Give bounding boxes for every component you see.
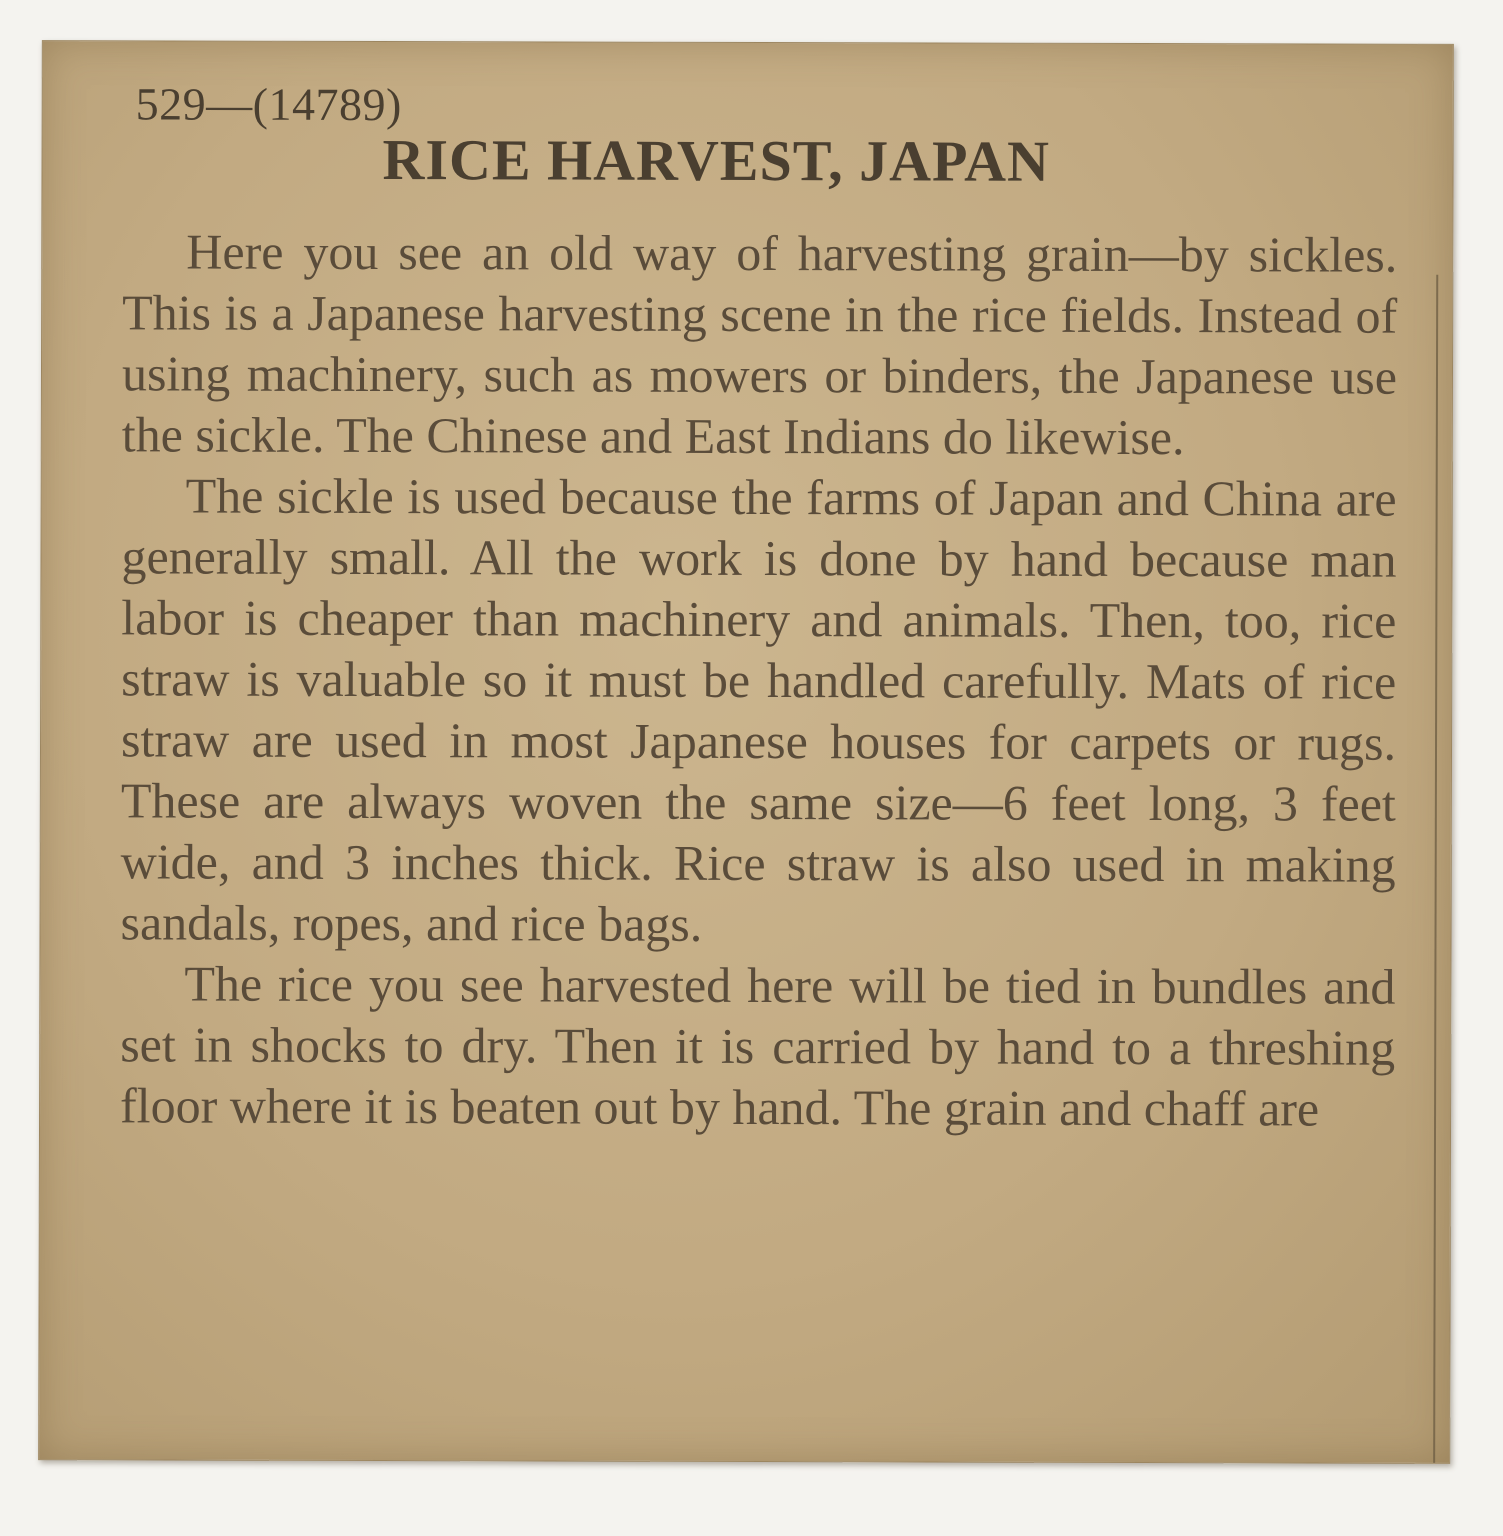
card-body-text — [120, 221, 1397, 1139]
paragraph-3: The rice you see harvested here will be tied in bundles and set in shocks to dry. Then it is carried by hand to a threshing floor where it is beaten out by hand. The grain and chaff are — [119, 955, 1396, 1137]
stereoview-description-card — [38, 40, 1454, 1464]
card-title: RICE HARVEST, JAPAN — [382, 127, 1051, 194]
paragraph-1: Here you see an old way of harvesting grain—by sickles. This is a Japanese harvesting scene in the rice fields. Instead of using machinery, such as mowers or binders, the Japanese use the sickle. The Chinese and East Indians do likewise. — [121, 223, 1398, 466]
catalog-number: 529—(14789) — [135, 78, 402, 131]
paragraph-2: The sickle is used because the farms of Japan and China are generally small. All the work is done by hand because man labor is cheaper than machinery and animals. Then, too, rice straw is valuable so it must be handled carefully. Mats of rice straw are used in most Japanese houses for carpets or rugs. These are always woven the same size—6 feet long, 3 feet wide, and 3 inches thick. Rice straw is also used in making sandals, ropes, and rice bags. — [120, 467, 1397, 952]
